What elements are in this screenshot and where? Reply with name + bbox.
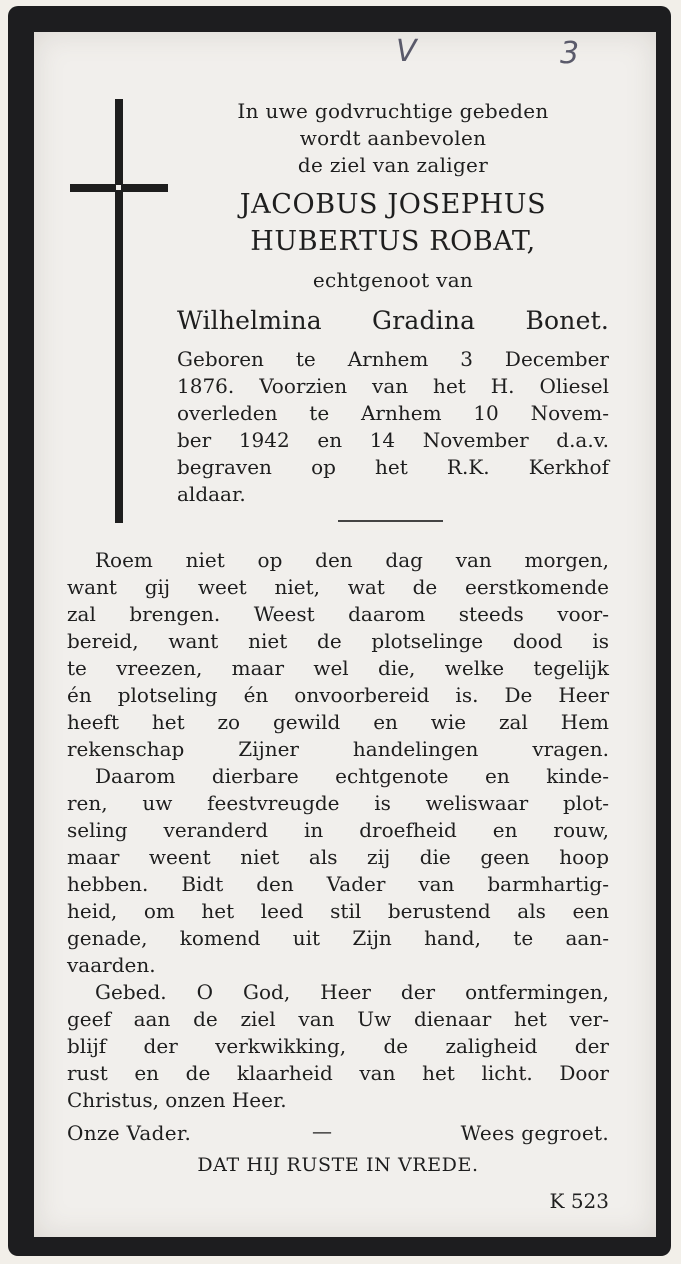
closing-dash: — <box>312 1119 333 1143</box>
final-blessing: DAT HIJ RUSTE IN VREDE. <box>197 1154 479 1176</box>
paragraph-line: te vreezen, maar wel die, welke tegelijk <box>67 656 609 680</box>
closing-prayer-right: Wees gegroet. <box>460 1121 609 1145</box>
paragraph-line: ren, uw feestvreugde is weliswaar plot- <box>67 791 609 815</box>
paragraph-line: rekenschap Zijner handelingen vragen. <box>67 737 609 761</box>
cross-center-dot <box>116 185 121 190</box>
paragraph-line: genade, komend uit Zijn hand, te aan- <box>67 926 609 950</box>
cross-icon <box>115 99 123 523</box>
paragraph-line: Daarom dierbare echtgenote en kinde- <box>95 764 609 788</box>
handwritten-number: 3 <box>560 36 580 71</box>
paragraph-line: hebben. Bidt den Vader van barmhartig- <box>67 872 609 896</box>
deceased-name-line-1: JACOBUS JOSEPHUS <box>239 189 547 220</box>
header-line-1: In uwe godvruchtige gebeden <box>237 99 549 123</box>
biography-line: Geboren te Arnhem 3 December <box>177 347 609 371</box>
divider <box>338 520 443 522</box>
closing-prayer-left: Onze Vader. <box>67 1121 192 1145</box>
prayer-line: rust en de klaarheid van het licht. Door <box>67 1061 609 1085</box>
paragraph-line: heeft het zo gewild en wie zal Hem <box>67 710 609 734</box>
spouse-intro: echtgenoot van <box>312 268 474 292</box>
prayer-line: Christus, onzen Heer. <box>67 1088 287 1112</box>
prayer-line: geef aan de ziel van Uw dienaar het ver- <box>67 1007 609 1031</box>
paragraph-line: maar weent niet als zij die geen hoop <box>67 845 609 869</box>
spouse-name: Wilhelmina Gradina Bonet. <box>177 306 609 335</box>
biography-line: 1876. Voorzien van het H. Oliesel <box>177 374 609 398</box>
handwritten-check-mark: V <box>396 34 417 69</box>
paragraph-line: heid, om het leed stil berustend als een <box>67 899 609 923</box>
paragraph-line: vaarden. <box>67 953 156 977</box>
paragraph-line: én plotseling én onvoorbereid is. De Heer <box>67 683 609 707</box>
paragraph-line: bereid, want niet de plotselinge dood is <box>67 629 609 653</box>
paragraph-line: seling veranderd in droefheid en rouw, <box>67 818 609 842</box>
deceased-name-line-2: HUBERTUS ROBAT, <box>250 226 536 257</box>
prayer-line: Gebed. O God, Heer der ontfermingen, <box>95 980 609 1004</box>
biography-line: overleden te Arnhem 10 Novem- <box>177 401 609 425</box>
header-line-3: de ziel van zaliger <box>297 153 489 177</box>
paragraph-line: Roem niet op den dag van morgen, <box>95 548 609 572</box>
paragraph-line: want gij weet niet, wat de eerstkomende <box>67 575 609 599</box>
card-code: K 523 <box>549 1189 609 1213</box>
paragraph-line: zal brengen. Weest daarom steeds voor- <box>67 602 609 626</box>
prayer-line: blijf der verkwikking, de zaligheid der <box>67 1034 609 1058</box>
biography-line: aldaar. <box>177 482 246 506</box>
biography-line: ber 1942 en 14 November d.a.v. <box>177 428 609 452</box>
header-line-2: wordt aanbevolen <box>299 126 487 150</box>
biography-line: begraven op het R.K. Kerkhof <box>177 455 609 479</box>
